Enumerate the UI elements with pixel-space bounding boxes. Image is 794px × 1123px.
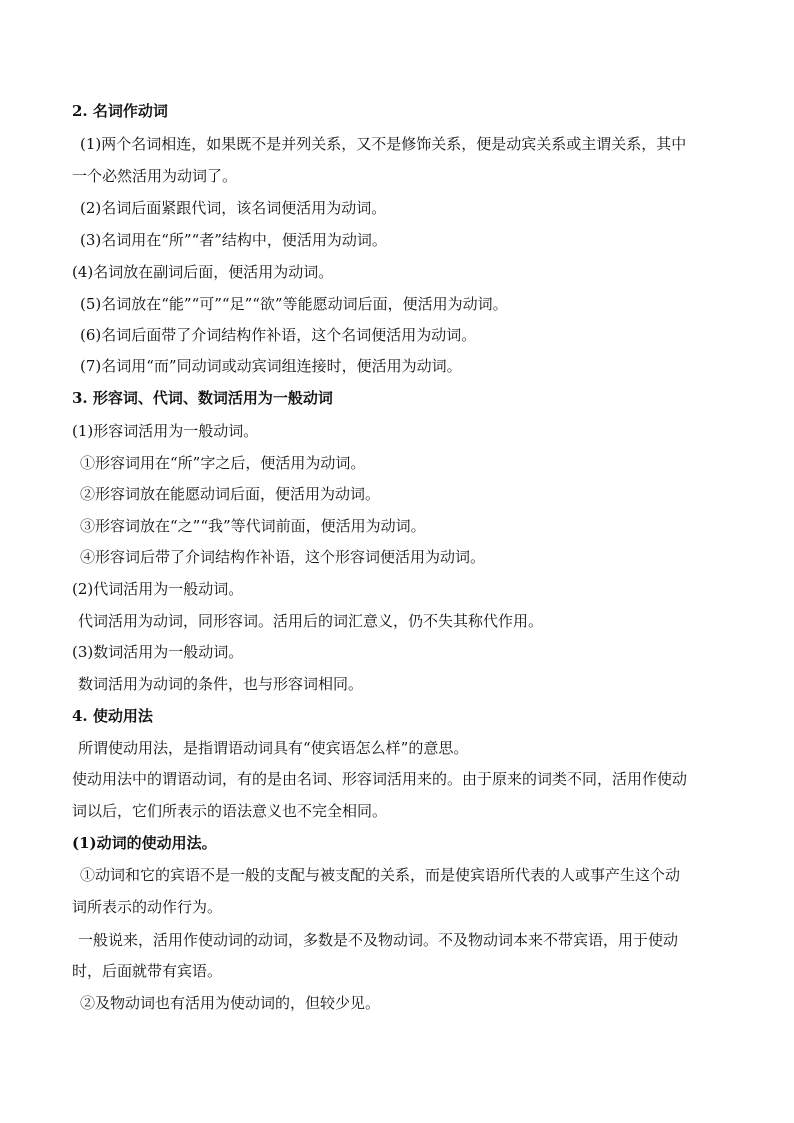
- paragraph-line: 一般说来，活用作使动词的动词，多数是不及物动词。不及物动词本来不带宾语，用于使动: [78, 931, 679, 949]
- paragraph-line: ②形容词放在能愿动词后面，便活用为动词。: [80, 485, 381, 503]
- paragraph-line: (4)名词放在副词后面，便活用为动词。: [72, 263, 334, 281]
- paragraph-line: ①形容词用在“所”字之后，便活用为动词。: [80, 454, 366, 472]
- paragraph-line: ④形容词后带了介词结构作补语，这个形容词便活用为动词。: [80, 548, 486, 566]
- paragraph-line: (1)形容词活用为一般动词。: [72, 422, 259, 440]
- paragraph-line: 时，后面就带有宾语。: [72, 962, 223, 980]
- subsection-heading: (1)动词的使动用法。: [72, 834, 217, 852]
- paragraph-line: 词所表示的动作行为。: [72, 898, 223, 916]
- paragraph-line: (5)名词放在“能”“可”“足”“欲”等能愿动词后面，便活用为动词。: [80, 295, 508, 313]
- paragraph-line: 代词活用为动词，同形容词。活用后的词汇意义，仍不失其称代作用。: [78, 612, 544, 630]
- paragraph-line: (1)两个名词相连，如果既不是并列关系，又不是修饰关系，便是动宾关系或主谓关系，其中: [80, 135, 687, 153]
- paragraph-line: (2)名词后面紧跟代词，该名词便活用为动词。: [80, 199, 387, 217]
- paragraph-line: 数词活用为动词的条件，也与形容词相同。: [78, 675, 364, 693]
- paragraph-line: 所谓使动用法，是指谓语动词具有“使宾语怎么样”的意思。: [78, 739, 469, 757]
- section-heading: 2. 名词作动词: [72, 102, 168, 120]
- section-heading: 3. 形容词、代词、数词活用为一般动词: [72, 389, 333, 407]
- paragraph-line: 词以后，它们所表示的语法意义也不完全相同。: [72, 802, 388, 820]
- paragraph-line: (3)名词用在“所”“者”结构中，便活用为动词。: [80, 231, 387, 249]
- paragraph-line: ②及物动词也有活用为使动词的，但较少见。: [80, 994, 381, 1012]
- paragraph-line: 使动用法中的谓语动词，有的是由名词、形容词活用来的。由于原来的词类不同，活用作使动: [72, 770, 688, 788]
- paragraph-line: ①动词和它的宾语不是一般的支配与被支配的关系，而是使宾语所代表的人或事产生这个动: [80, 866, 681, 884]
- paragraph-line: (7)名词用“而”同动词或动宾词组连接时，便活用为动词。: [80, 357, 462, 375]
- paragraph-line: (2)代词活用为一般动词。: [72, 580, 244, 598]
- section-heading: 4. 使动用法: [72, 707, 153, 725]
- paragraph-line: (6)名词后面带了介词结构作补语，这个名词便活用为动词。: [80, 326, 477, 344]
- paragraph-line: (3)数词活用为一般动词。: [72, 643, 244, 661]
- paragraph-line: 一个必然活用为动词了。: [72, 167, 238, 185]
- paragraph-line: ③形容词放在“之”“我”等代词前面，便活用为动词。: [80, 517, 426, 535]
